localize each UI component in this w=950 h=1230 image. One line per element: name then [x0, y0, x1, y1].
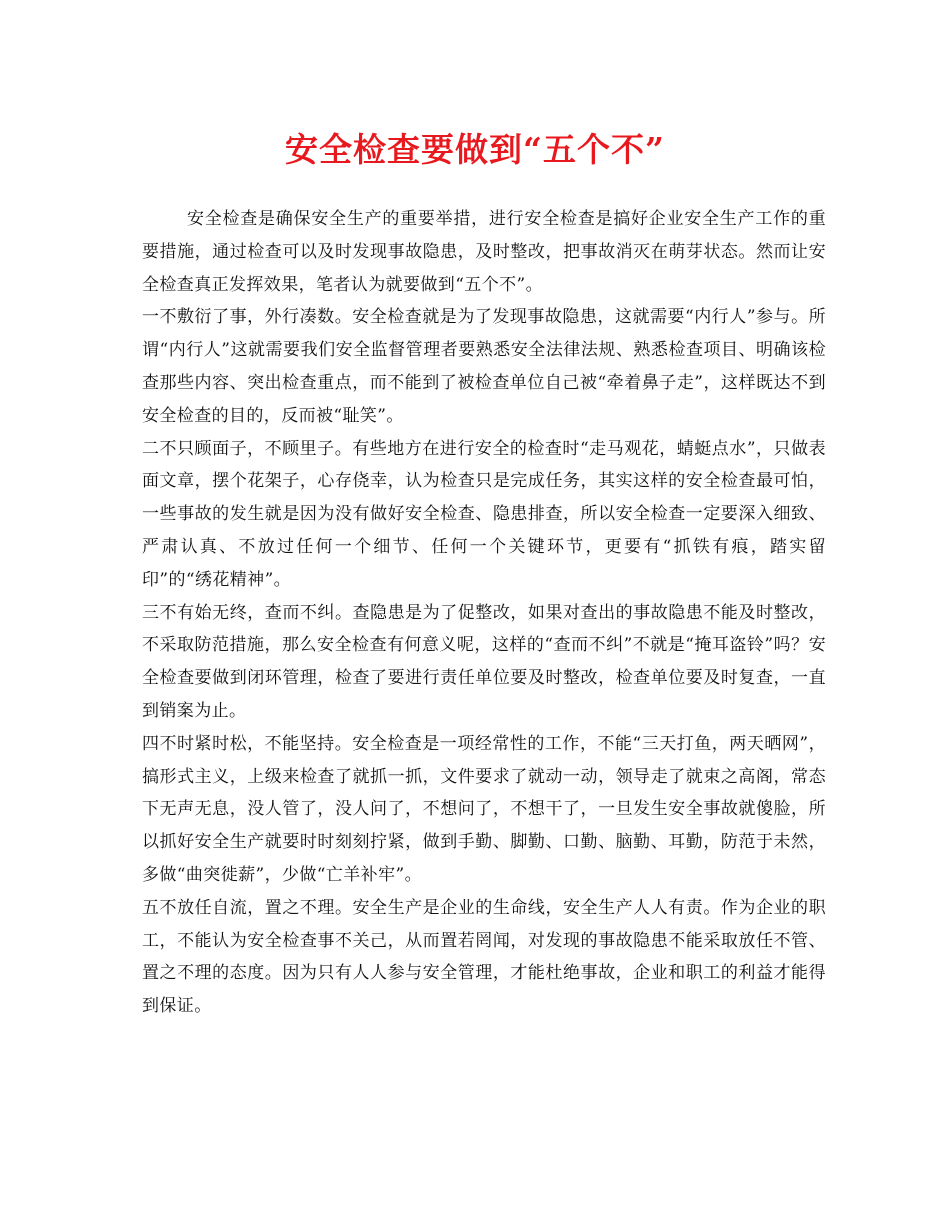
intro-paragraph: 安全检查是确保安全生产的重要举措，进行安全检查是搞好企业安全生产工作的重要措施，通过检查可以及时发现事故隐患，及时整改，把事故消灭在萌芽状态。然而让安全检查真正发挥效果，笔者认为就要做到“五个不”。: [142, 209, 826, 295]
paragraph-2: 二不只顾面子，不顾里子。有些地方在进行安全的检查时“走马观花，蜻蜓点水”，只做表面文章，摆个花架子，心存侥幸，认为检查只是完成任务，其实这样的安全检查最可怕，一些事故的发生就是因为没有做好安全检查、隐患排查，所以安全检查一定要深入细致、严肃认真、不放过任何一个细节、任何一个关键环节，更要有“抓铁有痕，踏实留印”的“绣花精神”。: [142, 438, 826, 590]
paragraph-3: 三不有始无终，查而不纠。查隐患是为了促整改，如果对查出的事故隐患不能及时整改，不采取防范措施，那么安全检查有何意义呢，这样的“查而不纠”不就是“掩耳盗铃”吗？安全检查要做到闭环管理，检查了要进行责任单位要及时整改，检查单位要及时复查，一直到销案为止。: [142, 602, 826, 721]
paragraph-4: 四不时紧时松，不能坚持。安全检查是一项经常性的工作，不能“三天打鱼，两天晒网”，搞形式主义，上级来检查了就抓一抓，文件要求了就动一动，领导走了就束之高阁，常态下无声无息，没人管了，没人问了，不想问了，不想干了，一旦发生安全事故就傻脸，所以抓好安全生产就要时时刻刻拧紧，做到手勤、脚勤、口勤、脑勤、耳勤，防范于未然，多做“曲突徙薪”，少做“亡羊补牢”。: [142, 733, 826, 885]
paragraph-5: 五不放任自流，置之不理。安全生产是企业的生命线，安全生产人人有责。作为企业的职工，不能认为安全检查事不关己，从而置若罔闻，对发现的事故隐患不能采取放任不管、置之不理的态度。因为只有人人参与安全管理，才能杜绝事故，企业和职工的利益才能得到保证。: [142, 897, 826, 1017]
paragraph-1: 一不敷衍了事，外行凑数。安全检查就是为了发现事故隐患，这就需要“内行人”参与。所谓“内行人”这就需要我们安全监督管理者要熟悉安全法律法规、熟悉检查项目、明确该检查那些内容、突出检查重点，而不能到了被检查单位自己被“牵着鼻子走”，这样既达不到安全检查的目的，反而被“耻笑”。: [142, 307, 826, 426]
document-body: [142, 203, 826, 1023]
document-title: 安全检查要做到“五个不”: [285, 130, 665, 169]
